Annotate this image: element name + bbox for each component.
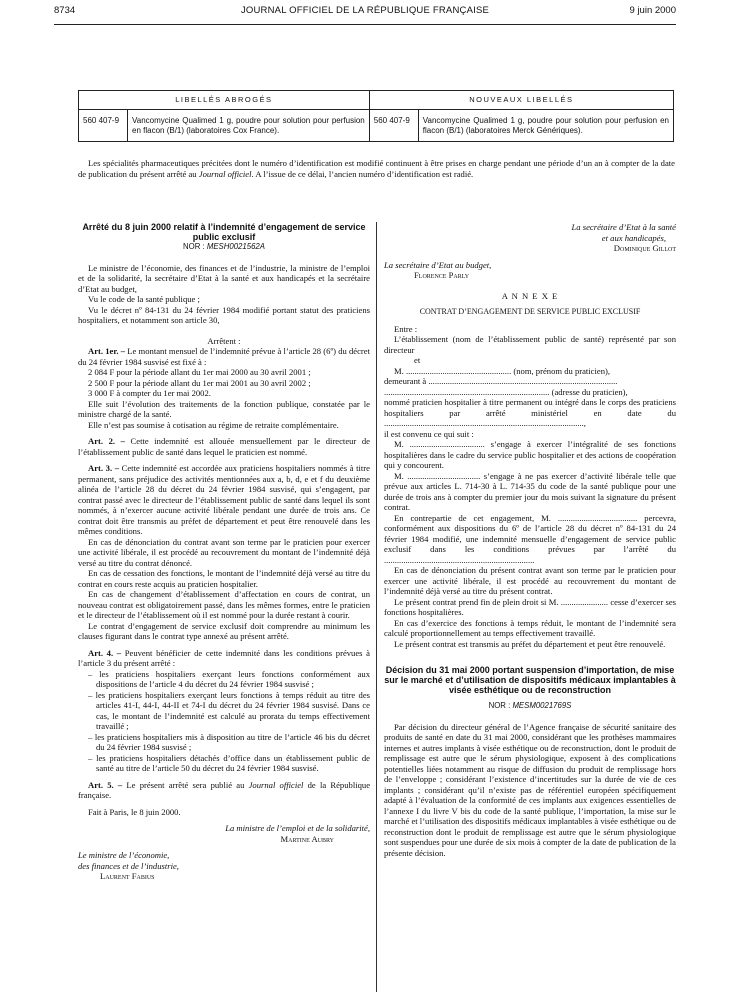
article-3: Art. 3. – Cette indemnité est accordée aux praticiens hospitaliers nommés à titre permanent, sans préjudice des activités mentionnées aux a, b, d, e et f du deuxième alinéa de l’article 28 du décret du 24 février 1984 susvisé, qui s’engagent, par contrat passé avec le directeur de l’établissement public de santé dans lequel ils sont nommés, à n’exercer aucune activité libérale pendant une durée de trois ans. Ce contrat doit être transmis au préfet de département et peut être renouvelé dans les mêmes conditions. [78,463,370,536]
page-number: 8734 [54,5,76,16]
article-1-line-2: 2 500 F pour la période allant du 1er mai 2001 au 30 avril 2002 ; [88,377,311,388]
column-divider [376,222,377,992]
article-3-para-4: En cas de changement d’établissement d’affectation en cours de contrat, un nouveau contrat est obligatoirement passé, dans les mêmes formes, entre le praticien et le directeur de l’établissement où il est nommé pour la durée restant à courir. [78,589,370,620]
contrat-heading: CONTRAT D’ENGAGEMENT DE SERVICE PUBLIC EXCLUSIF [419,307,641,316]
article-5: Art. 5. – Le présent arrêté sera publié au Journal officiel de la République française. [78,779,371,800]
note-paragraph: Les spécialités pharmaceutiques précitées dont le numéro d’identification est modifié continuent à être prises en charge pendant une période d’un an à compter de la date de publication du présent arrêté au Journal officiel. A l’issue de ce délai, l’ancien numéro d’identification est radié. [78,158,675,179]
contrat-para-8: M. .................................. s’engage à ne pas exercer d’activité libérale telle que prévue aux articles L. 714-30 à L. 714-35 du code de la santé publique pour une durée de trois ans à compter du premier jour du mois suivant la signature du présent contrat. [384,470,676,512]
article-3-para-5: Le contrat d’engagement de service exclusif doit comprendre au minimum les clauses figurant dans le contrat type annexé au présent arrêté. [78,620,370,641]
left-column [78,222,370,882]
visa-2: Vu le décret nº 84-131 du 24 février 1984 modifié portant statut des praticiens hospitaliers, et notamment son article 30, [78,304,370,325]
contrat-para-6: il est convenu ce qui suit : [384,428,474,439]
header-rule [54,24,676,25]
signature-1-role: La ministre de l’emploi et de la solidarité, [225,823,370,833]
article-1-para-3: Elle n’est pas soumise à cotisation au régime de retraite complémentaire. [88,419,339,430]
signature-4-role: La secrétaire d’Etat au budget, [384,259,492,270]
article-3-para-3: En cas de cessation des fonctions, le montant de l’indemnité déjà versé au titre du contrat en cours reste acquis au praticien hospitalier. [78,568,370,589]
signature-3-role-2: et aux handicapés, [601,232,666,243]
nor-line-2: NOR : MESM0021769S [488,701,572,710]
contrat-para-2: M. ................................................. (nom, prénom du praticien), [394,365,611,376]
contrat-para-9: En contrepartie de cet engagement, M. ..................................... percevra, conformément aux dispositions du 6º de l’article 28 du décret nº 84-131 du 24 février 1984 modifié, une indemnité mensuelle d’engagement de service public exclusif dans les conditions prévues par l’arrêté du ...................................................................... [384,512,676,565]
decision-body: Par décision du directeur général de l’Agence française de sécurité sanitaire des produits de santé en date du 31 mai 2000, considérant que les prothèses mammaires internes et autres implants à visée esthétique ou de reconstruction, dont le produit de remplissage est autre que le sérum physiologique, exposent à des complications potentielles liées notamment au risque de diffusion du produit de remplissage hors de l’enveloppe ; considérant l’existence d’incertitudes sur la durée de vie de ces implants ; considérant qu’il n’existe pas de référentiel européen spécifiquement adapté à l’évaluation de la conformité de ces implants aux exigences essentielles de l’annexe I du livre V bis du code de la santé publique, l’importation, la mise sur le marché et l’utilisation des dispositifs médicaux implantables à visée esthétique ou de reconstruction dont le produit de remplissage est autre que le sérum physiologique sont suspendues pour une durée de six mois à compter de la date de publication de la présente décision. [384,721,676,858]
contrat-et: et [414,355,421,365]
right-column [384,222,676,858]
labels-table [78,90,674,142]
head-nouveaux: NOUVEAUX LIBELLÉS [369,91,673,110]
article-4-item-4: – les praticiens hospitaliers détachés d’office dans un établissement public de santé au titre de l’article 50 du décret du 24 février 1984 susvisé. [88,752,370,773]
article-4-item-3: – les praticiens hospitaliers mis à disposition au titre de l’article 46 bis du décret du 24 février 1984 susvisé ; [88,731,370,752]
contrat-para-13: Le présent contrat est transmis au préfet du département et peut être renouvelé. [394,638,666,649]
contrat-para-5: nommé praticien hospitalier à titre permanent ou intégré dans le corps des praticiens hospitaliers par arrêté ministériel en date du ............................................................................................., [384,397,676,428]
entre: Entre : [394,323,418,334]
annexe-heading: A N N E X E [501,290,559,301]
signature-2-role-1: Le ministre de l’économie, [78,850,170,860]
signature-2-role-2: des finances et de l’industrie, [78,860,179,871]
contrat-para-3: demeurant à ........................................................................................ [384,376,618,386]
article-1: Art. 1er. – Le montant mensuel de l’indemnité prévue à l’article 28 (6º) du décret du 24 février 1984 susvisé est fixé à : [78,346,370,367]
article-1-para-2: Elle suit l’évolution des traitements de la fonction publique, constatée par le ministre chargé de la santé. [78,398,370,419]
signature-3-name: Dominique Gillot [613,243,676,253]
signature-1-name: Martine Aubry [280,833,334,844]
signature-3-role-1: La secrétaire d’Etat à la santé [571,222,676,232]
visa-1: Vu le code de la santé publique ; [88,294,200,304]
article-2: Art. 2. – Cette indemnité est allouée mensuellement par le directeur de l’établissement public de santé dans lequel le praticien est nommé. [78,436,370,457]
article-4-item-2: – les praticiens hospitaliers exerçant leurs fonctions à temps réduit au titre des articles 41-I, 44-I, 44-II et 74-I du décret du 24 février 1984 susvisé. Dans ce cas, le montant de l’indemnité est calculé au prorata du temps effectivement travaillé ; [88,689,370,731]
contrat-para-11: Le présent contrat prend fin de plein droit si M. ...................... cesse d’exercer ses fonctions hospitalières. [384,596,676,617]
arretent: Arrêtent : [207,335,241,346]
right-code: 560 407-9 [369,110,418,142]
signature-2-name: Laurent Fabius [100,871,155,881]
preamble: Le ministre de l’économie, des finances et de l’industrie, la ministre de l’emploi et de la solidarité, la secrétaire d’Etat à la santé et aux handicapés et la secrétaire d’Etat au budget, [78,262,370,294]
page-header [54,6,676,20]
right-text: Vancomycine Qualimed 1 g, poudre pour solution pour perfusion en flacon (B/1) (laboratoires Merck Génériques). [418,110,673,142]
issue-date: 9 juin 2000 [629,5,676,16]
left-code: 560 407-9 [79,110,128,142]
left-text: Vancomycine Qualimed 1 g, poudre pour solution pour perfusion en flacon (B/1) (laboratoires Cox France). [128,110,370,142]
article-1-line-1: 2 084 F pour la période allant du 1er mai 2000 au 30 avril 2001 ; [88,367,311,377]
head-abroges: LIBELLÉS ABROGÉS [79,91,370,110]
article-4-item-1: – les praticiens hospitaliers exerçant leurs fonctions conformément aux dispositions de l’article 4 du décret du 24 février 1984 susvisé ; [88,668,370,689]
fait-a-paris: Fait à Paris, le 8 juin 2000. [88,806,181,817]
contrat-para-4: ............................................................................. (adresse du praticien), [384,386,628,397]
contrat-para-7: M. ................................... s’engage à exercer l’intégralité de ses fonctions hospitalières dans le cadre du service public hospitalier et des actions de coopération qui y concourent. [384,439,676,470]
article-3-para-2: En cas de dénonciation du contrat avant son terme par le praticien pour exercer une activité libérale, il est procédé au recouvrement du montant de l’indemnité déjà versé au titre du contrat dénoncé. [78,536,370,568]
signature-4-name: Florence Parly [414,270,470,280]
arrete-title: Arrêté du 8 juin 2000 relatif à l’indemnité d’engagement de service public exclusif [82,222,366,242]
decision-title: Décision du 31 mai 2000 portant suspension d’importation, de mise sur le marché et d’utilisation de dispositifs médicaux implantables à visée esthétique ou de reconstruction [384,665,676,695]
journal-title: JOURNAL OFFICIEL DE LA RÉPUBLIQUE FRANÇAISE [240,5,490,16]
contrat-para-12: En cas d’exercice des fonctions à temps réduit, le montant de l’indemnité sera calculé proportionnellement au temps effectivement travaillé. [384,617,676,638]
article-4: Art. 4. – Peuvent bénéficier de cette indemnité dans les conditions prévues à l’article 3 du présent arrêté : [78,647,370,668]
contrat-para-1: L’établissement (nom de l’établissement public de santé) représenté par son directeur [384,334,676,355]
nor-line: NOR : MESH0021562A [183,242,265,251]
contrat-para-10: En cas de dénonciation du présent contrat avant son terme par le praticien pour exercer une activité libérale, il est procédé au recouvrement du montant de l’indemnité déjà versé au titre du présent contrat. [384,565,676,596]
article-1-line-3: 3 000 F à compter du 1er mai 2002. [88,388,211,398]
